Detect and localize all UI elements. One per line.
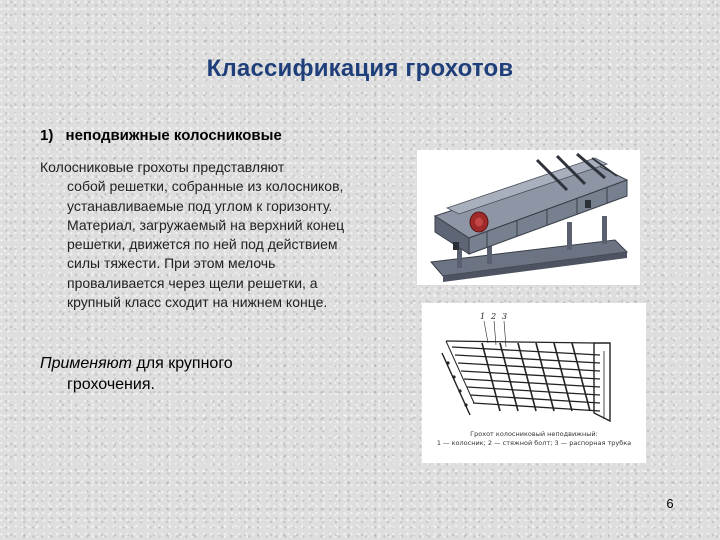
subtitle-text: неподвижные колосниковые bbox=[65, 127, 282, 144]
application-rest: для крупного bbox=[131, 355, 233, 372]
figure-label-1: 1 bbox=[480, 312, 486, 321]
figure-label-3: 3 bbox=[502, 312, 508, 321]
slide-title: Классификация грохотов bbox=[206, 55, 514, 82]
subtitle bbox=[40, 127, 282, 144]
figure-caption-line2: 1 — колосник; 2 — стяжной болт; 3 — распорная трубка bbox=[436, 439, 632, 447]
figure-caption-line1: Грохот колосниковый неподвижный: bbox=[470, 430, 598, 438]
application-continuation: грохочения. bbox=[67, 376, 155, 393]
screen-machine-photo bbox=[417, 150, 640, 285]
screen-machine-illustration bbox=[417, 150, 640, 285]
paragraph-first-line: Колосниковые грохоты представляют bbox=[40, 159, 285, 175]
description-paragraph bbox=[40, 158, 360, 312]
grizzly-drawing-svg bbox=[422, 303, 646, 428]
application-text bbox=[40, 353, 370, 395]
subtitle-number: 1) bbox=[40, 127, 54, 144]
grizzly-screen-drawing bbox=[422, 303, 646, 463]
application-emphasis: Применяют bbox=[40, 355, 132, 372]
page-number: 6 bbox=[666, 496, 674, 511]
figure-label-2: 2 bbox=[491, 312, 497, 321]
figure-caption bbox=[422, 430, 646, 448]
paragraph-rest: собой решетки, собранные из колосников, устанавливаемые под углом к горизонту. Материал, загружаемый на верхний конец решетки, движется по ней под действием силы тяжести. При этом мелочь проваливается через щели решетки, а крупный класс сходит на нижнем конце. bbox=[67, 178, 345, 311]
